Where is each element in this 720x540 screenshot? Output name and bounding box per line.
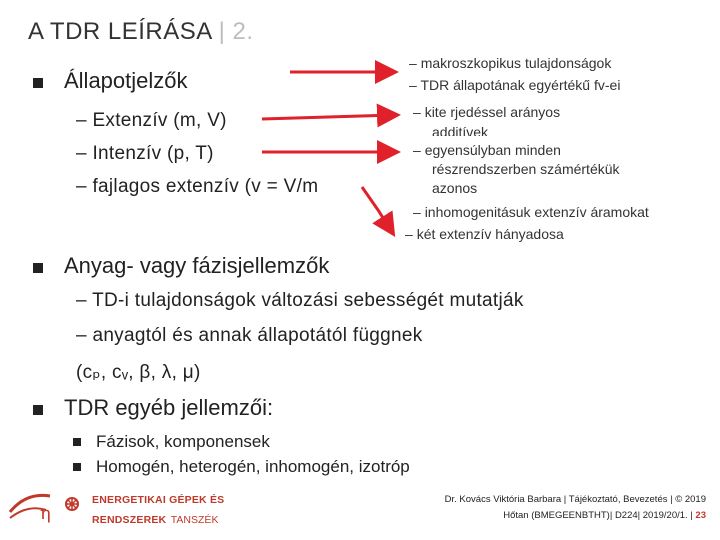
title-number: 2. [232, 18, 254, 45]
item-anyagtol: – anyagtól és annak állapotától függnek [76, 325, 423, 347]
note-additivek: additívek [432, 124, 489, 136]
page-number: 23 [695, 510, 706, 521]
bullet-square [73, 438, 81, 446]
note-makroszkopikus: – makroszkopikus tulajdonságok [409, 55, 611, 71]
note-reszrendszerben: részrendszerben számértékük [432, 161, 620, 177]
heading-egyeb: TDR egyéb jellemzői: [64, 395, 274, 420]
bullet-square [73, 463, 81, 471]
item-homogen: Homogén, heterogén, inhomogén, izotróp [96, 457, 410, 476]
title-main: A TDR LEÍRÁSA [28, 18, 212, 45]
heading-anyag: Anyag- vagy fázisjellemzők [64, 253, 330, 278]
logo-line2 [92, 510, 218, 528]
item-jellemzok-szimbolumok: (cₚ, cᵥ, β, λ, μ) [76, 362, 201, 383]
note-inhomogenitasuk: – inhomogenitásuk extenzív áramokat [413, 204, 649, 220]
note-kiterjedessel: – kite rjedéssel arányos [413, 104, 560, 120]
bullet-square [33, 263, 43, 273]
item-valtozasi-sebesseg: – TD-i tulajdonságok változási sebességét mutatják [76, 290, 524, 312]
note-egyerteku: – TDR állapotának egyértékű fv-ei [409, 77, 620, 93]
item-extenziv: – Extenzív (m, V) [76, 110, 227, 132]
heading-allapotjelzok: Állapotjelzők [64, 68, 188, 93]
logo-line2-bold: RENDSZEREK [92, 514, 167, 526]
note-azonos: azonos [432, 180, 478, 196]
logo-eta-symbol: η [40, 503, 51, 524]
arrow-fajlagos [362, 187, 392, 232]
item-fajlagos: – fajlagos extenzív (v = V/m [76, 176, 366, 198]
arrow-extenziv [262, 115, 395, 119]
item-intenziv: – Intenzív (p, T) [76, 143, 214, 165]
department-logo [6, 488, 226, 532]
logo-line2-rest: TANSZÉK [170, 514, 219, 526]
item-fazisok: Fázisok, komponensek [96, 432, 270, 451]
footer-line1: Dr. Kovács Viktória Barbara | Tájékoztató, Bevezetés | © 2019 [444, 494, 706, 505]
footer-line2 [503, 510, 706, 521]
note-ket-extenziv: – két extenzív hányadosa [405, 226, 564, 242]
footer-course: Hőtan (BMEGEENBTHT)| D224| 2019/20/1. | [503, 510, 693, 521]
note-egyensulyban: – egyensúlyban minden [413, 142, 561, 158]
logo-line1: ENERGETIKAI GÉPEK ÉS [92, 494, 225, 506]
bullet-square [33, 405, 43, 415]
title-separator: | [218, 18, 226, 45]
